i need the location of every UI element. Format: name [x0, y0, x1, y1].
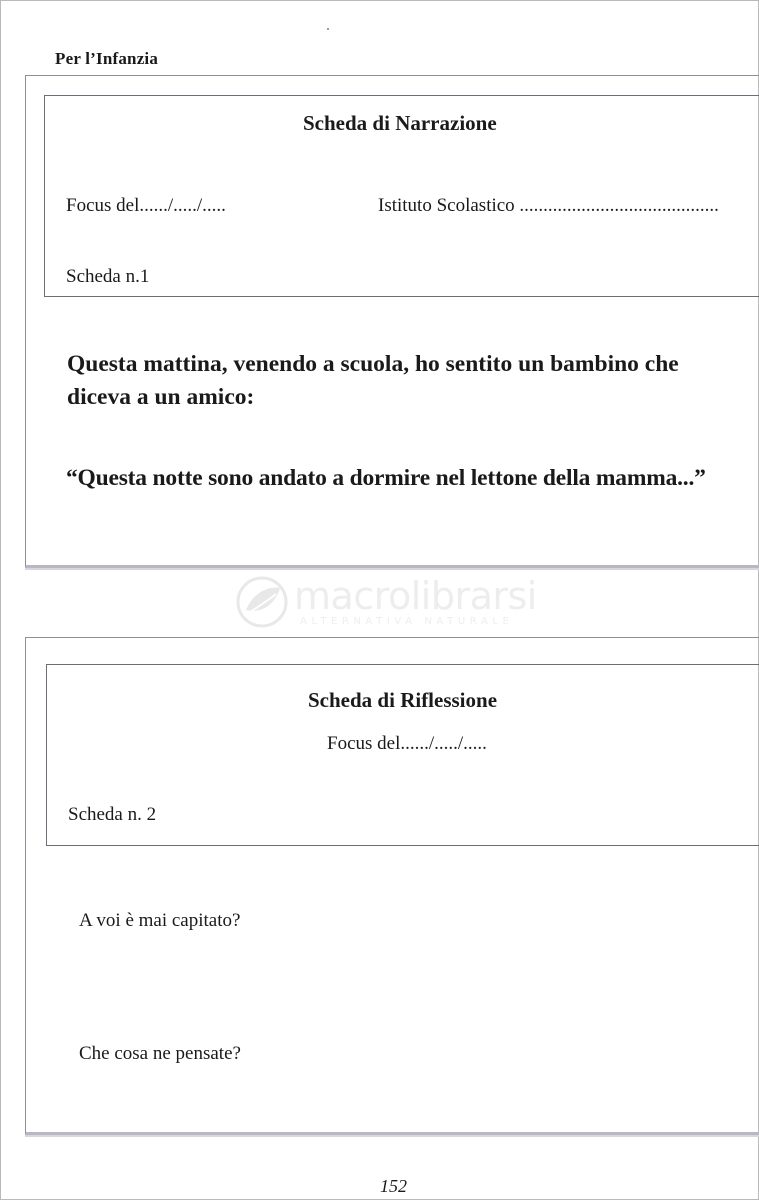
- riflessione-focus-date: Focus del....../...../.....: [327, 733, 487, 754]
- narrazione-istituto-field: Istituto Scolastico ..........................................: [378, 195, 719, 216]
- narrazione-question-line-2: diceva a un amico:: [67, 384, 255, 410]
- riflessione-scheda-number: Scheda n. 2: [68, 804, 157, 825]
- narrazione-focus-date: Focus del....../...../.....: [66, 195, 226, 216]
- page-number: 152: [380, 1176, 407, 1196]
- print-speck: [327, 28, 329, 30]
- macrolibrarsi-watermark: [232, 572, 537, 632]
- narrazione-scheda-number: Scheda n.1: [66, 266, 150, 287]
- narrazione-question-line-1: Questa mattina, venendo a scuola, ho sentito un bambino che: [67, 351, 679, 377]
- running-header: Per l’Infanzia: [55, 49, 159, 68]
- watermark-brand: macrolibrarsi: [294, 574, 537, 618]
- leaf-logo-icon: [232, 572, 292, 632]
- riflessione-question-2: Che cosa ne pensate?: [79, 1043, 241, 1064]
- riflessione-question-1: A voi è mai capitato?: [79, 910, 241, 931]
- narrazione-title: Scheda di Narrazione: [303, 111, 497, 135]
- watermark-tagline: ALTERNATIVA NATURALE: [300, 616, 514, 627]
- narrazione-quote: “Questa notte sono andato a dormire nel lettone della mamma...”: [66, 465, 706, 491]
- riflessione-title: Scheda di Riflessione: [308, 688, 498, 712]
